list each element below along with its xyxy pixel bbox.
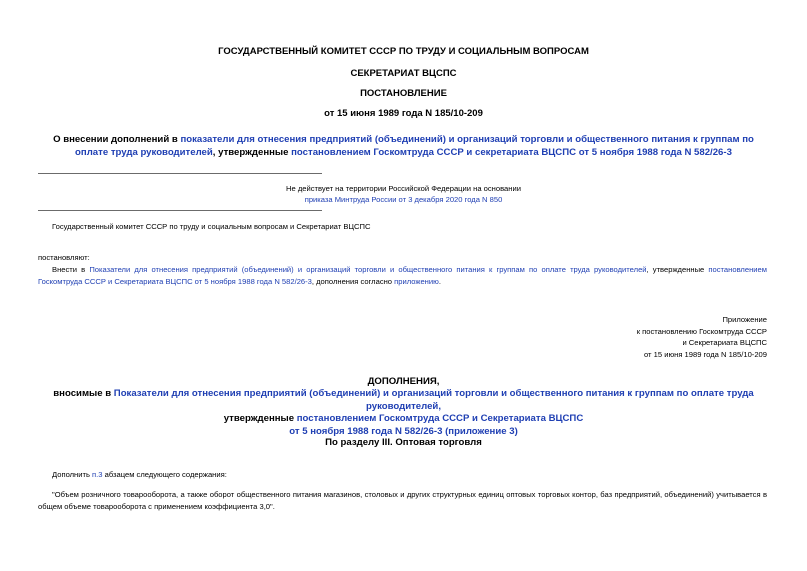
title-middle: , утвержденные xyxy=(212,146,292,158)
section-heading: По разделу III. Оптовая торговля xyxy=(325,437,482,448)
para-link-resolution[interactable]: постановлением Госкомтруда СССР и Секретариата ВЦСПС от 5 ноября 1988 года N 582/26-3 xyxy=(38,265,767,286)
notice-top-rule xyxy=(38,173,322,174)
title-link-indicators[interactable]: показатели для отнесения предприятий (объединений) и организаций торговли и общественного питания к группам по оплате труда руководителей xyxy=(75,134,754,158)
additions-link-indicators[interactable]: Показатели для отнесения предприятий (объединений) и организаций торговли и общественного питания к группам по оплате труда руководителей, xyxy=(113,388,754,412)
additions-subtitle xyxy=(20,388,787,438)
para-link-indicators[interactable]: Показатели для отнесения предприятий (объединений) и организаций торговли и общественного питания к группам по оплате труда руководителей xyxy=(89,265,647,274)
additions-prefix: вносимые в xyxy=(53,388,114,399)
add-instruction xyxy=(52,470,227,479)
additions-approved: утвержденные xyxy=(223,413,297,424)
add-suffix: абзацем следующего содержания: xyxy=(102,470,227,479)
additions-heading: ДОПОЛНЕНИЯ, xyxy=(367,376,440,387)
title-link-resolution[interactable]: постановлением Госкомтруда СССР и секретариата ВЦСПС от 5 ноября 1988 года N 582/26-3 xyxy=(291,146,732,158)
notice-text: Не действует на территории Российской Федерации на основании xyxy=(286,184,521,193)
notice-bottom-rule xyxy=(38,210,322,211)
resolution-paragraph xyxy=(38,264,767,287)
appendix-line-4: от 15 июня 1989 года N 185/10-209 xyxy=(644,349,767,359)
committee-heading: ГОСУДАРСТВЕННЫЙ КОМИТЕТ СССР ПО ТРУДУ И СОЦИАЛЬНЫМ ВОПРОСАМ xyxy=(218,46,589,57)
resolved-text: постановляют: xyxy=(38,253,90,262)
appendix-line-2: к постановлению Госкомтруда СССР xyxy=(636,326,767,336)
add-link-item3[interactable]: п.3 xyxy=(92,470,103,479)
para-prefix: Внести в xyxy=(52,265,90,274)
appendix-line-1: Приложение xyxy=(722,315,767,324)
additions-link-resolution-b[interactable]: от 5 ноября 1988 года N 582/26-3 xyxy=(289,425,443,437)
para-middle: , утвержденные xyxy=(646,265,709,274)
date-number: от 15 июня 1989 года N 185/10-209 xyxy=(324,108,483,119)
quote-paragraph: "Объем розничного товарооборота, а также оборот общественного питания магазинов, столовых и других структурных единиц оптовых торговых контор, баз предприятий, объединений) учитывается в общем объеме товарооборота с применением коэффициента 3,0". xyxy=(38,490,767,511)
para-middle2: , дополнения согласно xyxy=(311,276,395,286)
para-end: . xyxy=(438,276,441,286)
document-title xyxy=(40,134,767,159)
doc-type-heading: ПОСТАНОВЛЕНИЕ xyxy=(360,88,447,99)
appendix-reference xyxy=(467,314,767,360)
appendix-line-3: и Секретариата ВЦСПС xyxy=(682,338,767,347)
intro-text: Государственный комитет СССР по труду и социальным вопросам и Секретариат ВЦСПС xyxy=(52,222,371,231)
notice-link[interactable]: приказа Минтруда России от 3 декабря 2020 года N 850 xyxy=(304,195,503,204)
additions-link-resolution-a[interactable]: постановлением Госкомтруда СССР и Секретариата ВЦСПС xyxy=(296,413,584,424)
title-prefix: О внесении дополнений в xyxy=(53,134,181,145)
para-link-appendix[interactable]: приложению xyxy=(394,276,439,286)
additions-suffix[interactable]: (приложение 3) xyxy=(442,425,518,437)
add-prefix: Дополнить xyxy=(52,470,93,479)
secretariat-heading: СЕКРЕТАРИАТ ВЦСПС xyxy=(350,68,457,79)
